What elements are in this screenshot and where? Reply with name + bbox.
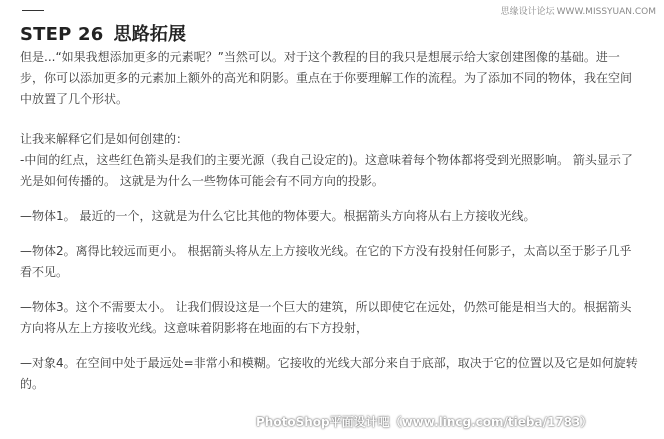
site-watermark-name: 思缘设计论坛 xyxy=(500,7,555,17)
step-title xyxy=(20,20,186,46)
top-rule-divider xyxy=(22,10,44,11)
intro-paragraph: 但是...“如果我想添加更多的元素呢？”当然可以。对于这个教程的目的我只是想展示给大家创建图像的基础。进一步，你可以添加更多的元素加上额外的高光和阴影。重点在于你要理解工作的流程。为了添加不同的物体，我在空间中放置了几个形状。 xyxy=(20,50,633,106)
step-name: 思路拓展 xyxy=(113,24,187,45)
object-2-paragraph: —物体2。离得比较远而更小。 根据箭头将从左上方接收光线。在它的下方没有投射任何影子，太高以至于影子几乎看不见。 xyxy=(20,244,632,279)
light-source-paragraph: -中间的红点，这些红色箭头是我们的主要光源（我自己设定的)。这意味着每个物体都将受到光照影响。 箭头显示了光是如何传播的。 这就是为什么一些物体可能会有不同方向的投影。 xyxy=(20,153,633,188)
step-number: STEP 26 xyxy=(20,24,104,45)
forum-watermark: PhotoShop平面设计吧（www.lincg.com/tieba/1783） xyxy=(256,415,593,429)
article-body xyxy=(20,47,640,395)
object-4-paragraph: —对象4。在空间中处于最远处=非常小和模糊。它接收的光线大部分来自于底部，取决于它的位置以及它是如何旋转的。 xyxy=(20,356,638,391)
object-3-paragraph: —物体3。这个不需要太小。 让我们假设这是一个巨大的建筑，所以即使它在远处，仍然可能是相当大的。根据箭头方向将从左上方接收光线。这意味着阴影将在地面的右下方投射， xyxy=(20,300,632,335)
explain-heading: 让我来解释它们是如何创建的： xyxy=(20,132,189,146)
site-watermark xyxy=(501,4,656,17)
site-watermark-url: WWW.MISSYUAN.COM xyxy=(556,7,656,17)
object-1-paragraph: —物体1。 最近的一个，这就是为什么它比其他的物体要大。根据箭头方向将从右上方接收光线。 xyxy=(20,209,536,223)
